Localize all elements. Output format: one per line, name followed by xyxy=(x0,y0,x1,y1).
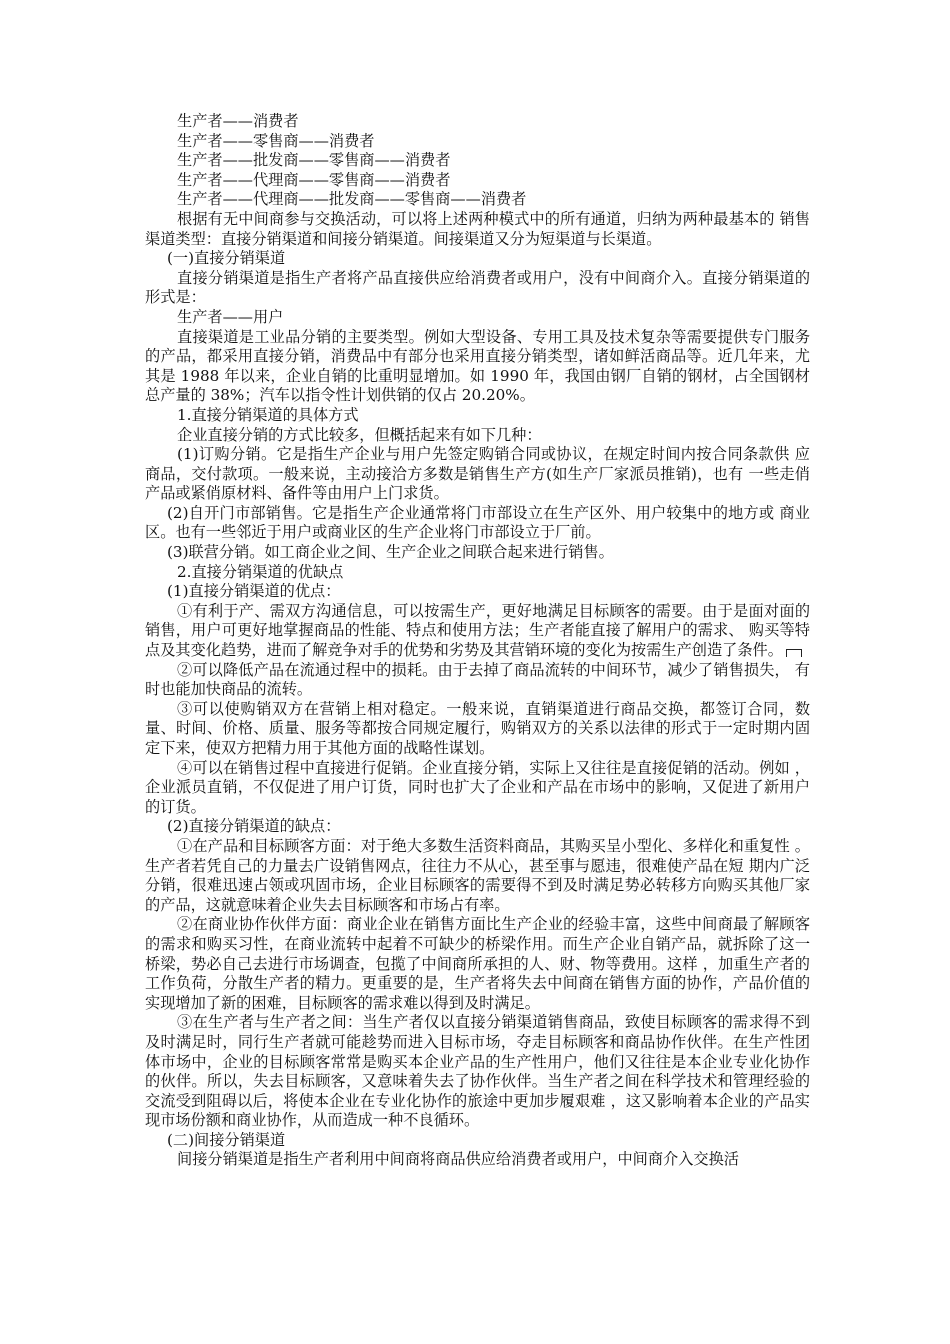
paragraph: 直接渠道是工业品分销的主要类型。例如大型设备、专用工具及技术复杂等需要提供专门服务的产品，都采用直接分销，消费品中有部分也采用直接分销类型，诸如鲜活商品等。近几年来，尤其是 1988 年以来，企业自销的比重明显增加。如 1990 年，我国由钢厂自销的钢材，占全国钢材总产量的 38%；汽车以指令性计划供销的仅占 20.20%。 xyxy=(145,327,810,405)
paragraph: 2.直接分销渠道的优缺点 xyxy=(177,562,344,581)
paragraph: 直接分销渠道是指生产者将产品直接供应给消费者或用户，没有中间商介入。直接分销渠道的形式是： xyxy=(145,268,810,307)
paragraph: 生产者——批发商——零售商——消费者 xyxy=(177,151,451,170)
paragraph: 生产者——消费者 xyxy=(177,112,299,130)
paragraph: ②可以降低产品在流通过程中的损耗。由于去掉了商品流转的中间环节，减少了销售损失， 有时也能加快商品的流转。 xyxy=(145,660,810,699)
paragraph: 生产者——零售商——消费者 xyxy=(177,131,375,150)
paragraph: ③在生产者与生产者之间：当生产者仅以直接分销渠道销售商品，致使目标顾客的需求得不到及时满足时，同行生产者就可能趁势而进入目标市场，夺走目标顾客和商品协作伙伴。在生产性团体市场中，企业的目标顾客常常是购买本企业产品的生产性用户，他们又往往是本企业专业化协作的伙伴。所以，失去目标顾客，又意味着失去了协作伙伴。当生产者之间在科学技术和管理经验的交流受到阻碍以后，将使本企业在专业化协作的旅途中更加步履艰难 ，这又影响着本企业的产品实现市场份额和商业协作，从而造成一种不良循环。 xyxy=(145,1013,810,1130)
paragraph: ①有利于产、需双方沟通信息，可以按需生产，更好地满足目标顾客的需要。由于是面对面的销售，用户可更好地掌握商品的性能、特点和使用方法；生产者能直接了解用户的需求、 购买等特点及其变化趋势，进而了解竞争对手的优势和劣势及其营销环境的变化为按需生产创造了条件。 xyxy=(145,601,810,660)
paragraph: 生产者——代理商——批发商——零售商——消费者 xyxy=(177,190,527,209)
paragraph: (2)直接分销渠道的缺点： xyxy=(167,817,341,836)
paragraph: 生产者——代理商——零售商——消费者 xyxy=(177,170,451,189)
bracket-mark-icon xyxy=(786,649,802,657)
paragraph: (2)自开门市部销售。它是指生产企业通常将门市部设立在生产区外、用户较集中的地方或 商业区。也有一些邻近于用户或商业区的生产企业将门市部设立于厂前。 xyxy=(145,503,810,542)
paragraph: (1)订购分销。它是指生产企业与用户先签定购销合同或协议，在规定时间内按合同条款供 应商品，交付款项。一般来说，主动接洽方多数是销售生产方(如生产厂家派员推销)，也有 一些走俏产品或紧俏原材料、备件等由用户上门求货。 xyxy=(145,445,810,503)
paragraph: 生产者——用户 xyxy=(177,307,284,326)
paragraph: 1.直接分销渠道的具体方式 xyxy=(177,405,359,424)
paragraph: ③可以使购销双方在营销上相对稳定。一般来说，直销渠道进行商品交换，都签订合同，数量、时间、价格、质量、服务等都按合同规定履行，购销双方的关系以法律的形式于一定时期内固定下来，使双方把精力用于其他方面的战略性谋划。 xyxy=(145,699,810,757)
paragraph: (1)直接分销渠道的优点： xyxy=(167,582,341,601)
paragraph: (3)联营分销。如工商企业之间、生产企业之间联合起来进行销售。 xyxy=(167,543,614,562)
paragraph: (二)间接分销渠道 xyxy=(167,1130,286,1149)
paragraph: 间接分销渠道是指生产者利用中间商将商品供应给消费者或用户，中间商介入交换活 xyxy=(177,1150,739,1169)
paragraph: ④可以在销售过程中直接进行促销。企业直接分销，实际上又往往是直接促销的活动。例如 ，企业派员直销，不仅促进了用户订货，同时也扩大了企业和产品在市场中的影响，又促进了新用户的订货。 xyxy=(145,758,810,816)
paragraph: (一)直接分销渠道 xyxy=(167,249,286,268)
paragraph: 企业直接分销的方式比较多，但概括起来有如下几种： xyxy=(177,425,542,444)
paragraph: ①在产品和目标顾客方面：对于绝大多数生活资料商品，其购买呈小型化、多样化和重复性 。生产者若凭自己的力量去广设销售网点，往往力不从心，甚至事与愿违，很难使产品在短 期内广泛分销，很难迅速占领或巩固市场，企业目标顾客的需要得不到及时满足势必转移方向购买其他厂家的产品，这就意味着企业失去目标顾客和市场占有率。 xyxy=(145,836,810,914)
paragraph: ②在商业协作伙伴方面：商业企业在销售方面比生产企业的经验丰富，这些中间商最了解顾客的需求和购买习性，在商业流转中起着不可缺少的桥梁作用。而生产企业自销产品，就拆除了这一桥梁，势必自己去进行市场调查，包揽了中间商所承担的人、财、物等费用。这样 ，加重生产者的工作负荷，分散生产者的精力。更重要的是，生产者将失去中间商在销售方面的协作，产品价值的实现增加了新的困难，目标顾客的需求难以得到及时满足。 xyxy=(145,915,810,1012)
paragraph: 根据有无中间商参与交换活动，可以将上述两种模式中的所有通道，归纳为两种最基本的 销售渠道类型：直接分销渠道和间接分销渠道。间接渠道又分为短渠道与长渠道。 xyxy=(145,209,810,248)
document-page xyxy=(145,112,810,1170)
